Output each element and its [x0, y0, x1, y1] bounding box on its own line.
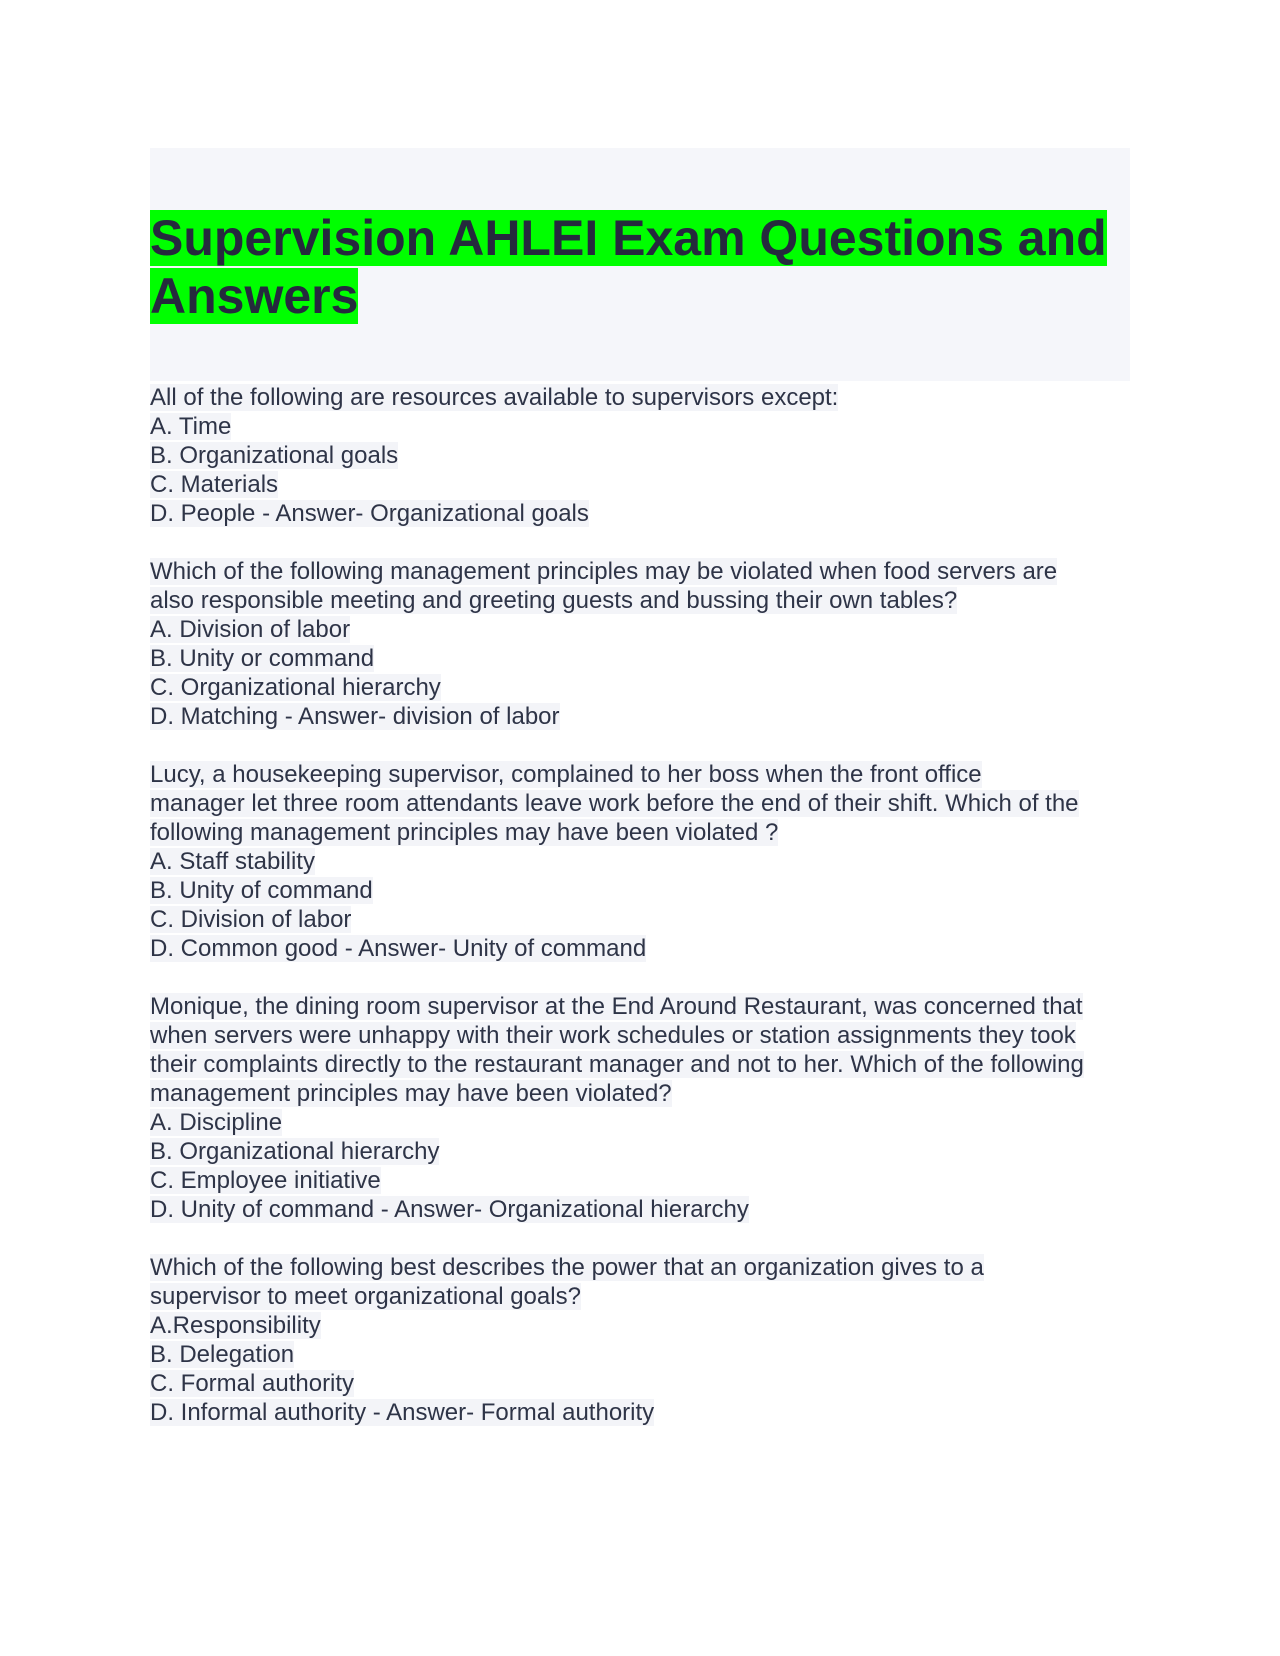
document-page — [150, 148, 1130, 1456]
option-line: A. Division of labor — [150, 616, 351, 643]
question-block — [150, 760, 1130, 963]
question-line: Which of the following management principles may be violated when food servers are — [150, 558, 1058, 585]
question-line: management principles may have been violated? — [150, 1080, 672, 1107]
option-line: A.Responsibility — [150, 1312, 321, 1339]
document-title — [150, 209, 1130, 325]
question-block — [150, 383, 1130, 528]
option-line: C. Materials — [150, 471, 279, 498]
question-list — [150, 383, 1130, 1427]
question-line: All of the following are resources available to supervisors except: — [150, 384, 839, 411]
title-block — [150, 148, 1130, 381]
title-highlight: Supervision AHLEI Exam Questions and Answers — [150, 210, 1107, 324]
option-line: C. Employee initiative — [150, 1167, 381, 1194]
option-line: C. Organizational hierarchy — [150, 674, 441, 701]
option-line: C. Formal authority — [150, 1370, 355, 1397]
option-line: B. Delegation — [150, 1341, 295, 1368]
option-line: B. Unity of command — [150, 877, 373, 904]
question-line: also responsible meeting and greeting guests and bussing their own tables? — [150, 587, 958, 614]
option-line: C. Division of labor — [150, 906, 352, 933]
question-line: Lucy, a housekeeping supervisor, complained to her boss when the front office — [150, 761, 982, 788]
question-line: Monique, the dining room supervisor at the End Around Restaurant, was concerned that — [150, 993, 1083, 1020]
option-answer-line: D. Informal authority - Answer- Formal authority — [150, 1399, 655, 1426]
option-answer-line: D. Matching - Answer- division of labor — [150, 703, 560, 730]
option-answer-line: D. Common good - Answer- Unity of command — [150, 935, 647, 962]
question-line: when servers were unhappy with their work schedules or station assignments they took — [150, 1022, 1076, 1049]
option-line: B. Organizational hierarchy — [150, 1138, 440, 1165]
question-block — [150, 557, 1130, 731]
question-line: their complaints directly to the restaurant manager and not to her. Which of the following — [150, 1051, 1084, 1078]
question-line: supervisor to meet organizational goals? — [150, 1283, 581, 1310]
question-line: Which of the following best describes the power that an organization gives to a — [150, 1254, 984, 1281]
option-line: B. Organizational goals — [150, 442, 399, 469]
option-line: A. Discipline — [150, 1109, 283, 1136]
option-line: B. Unity or command — [150, 645, 375, 672]
question-block — [150, 992, 1130, 1224]
question-block — [150, 1253, 1130, 1427]
question-line: manager let three room attendants leave work before the end of their shift. Which of the — [150, 790, 1079, 817]
option-line: A. Time — [150, 413, 232, 440]
option-answer-line: D. People - Answer- Organizational goals — [150, 500, 589, 527]
question-line: following management principles may have been violated ? — [150, 819, 779, 846]
option-line: A. Staff stability — [150, 848, 315, 875]
option-answer-line: D. Unity of command - Answer- Organizational hierarchy — [150, 1196, 749, 1223]
